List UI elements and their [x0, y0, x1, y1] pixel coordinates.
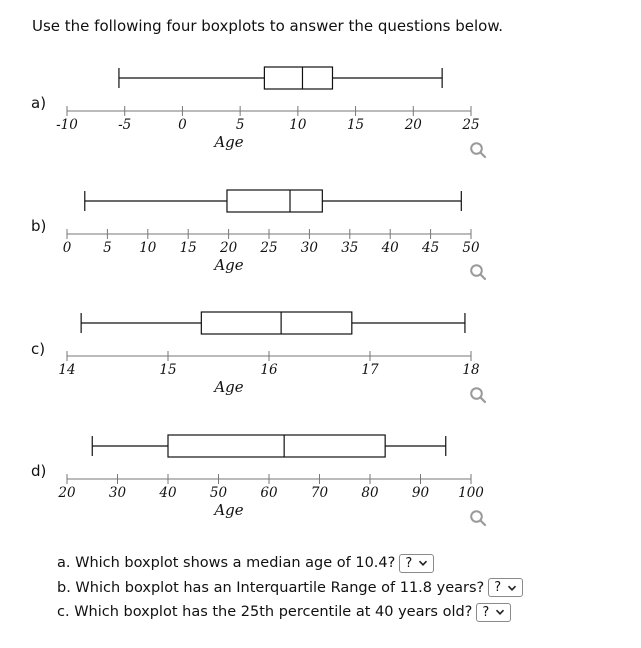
answer-dropdown-c[interactable]: [476, 603, 511, 622]
zoom-icon[interactable]: [469, 509, 487, 527]
boxplot-b: [0, 178, 641, 278]
x-tick-label: 90: [411, 485, 430, 501]
dropdown-value: ?: [405, 555, 413, 571]
question-text: b. Which boxplot has an Interquartile Range of 11.8 years?: [57, 579, 485, 596]
iqr-box: [227, 190, 322, 212]
question-a: [57, 551, 523, 576]
x-tick-label: 40: [381, 240, 399, 256]
x-tick-label: 45: [422, 240, 440, 256]
zoom-icon[interactable]: [469, 263, 487, 281]
x-axis-title: Age: [214, 256, 244, 274]
x-axis-title: Age: [214, 378, 244, 396]
answer-dropdown-a[interactable]: [399, 554, 434, 573]
chevron-down-icon: [507, 583, 517, 593]
x-tick-label: 30: [108, 485, 127, 501]
question-c: [57, 600, 523, 625]
question-text: a. Which boxplot shows a median age of 10.4?: [57, 555, 396, 572]
x-tick-label: 25: [260, 240, 278, 256]
x-tick-label: 5: [235, 117, 245, 133]
x-tick-label: 40: [159, 485, 177, 501]
iqr-box: [201, 312, 351, 334]
x-axis-title: Age: [214, 133, 244, 151]
instructions-text: Use the following four boxplots to answer the questions below.: [32, 17, 504, 35]
questions-list: [57, 551, 523, 625]
x-tick-label: 50: [462, 240, 480, 256]
x-tick-label: 17: [361, 362, 379, 378]
x-tick-label: 20: [404, 117, 422, 133]
x-tick-label: 10: [139, 240, 157, 256]
x-axis-title: Age: [214, 501, 244, 519]
plot-label-b: b): [31, 217, 47, 235]
x-tick-label: 14: [58, 362, 76, 378]
x-tick-label: 18: [462, 362, 480, 378]
boxplot-d: [0, 423, 641, 523]
boxplot-c: [0, 300, 641, 400]
plot-label-a: a): [31, 94, 47, 112]
x-tick-label: 0: [62, 240, 72, 256]
x-tick-label: 20: [220, 240, 238, 256]
x-tick-label: 5: [103, 240, 112, 256]
x-tick-label: 15: [346, 117, 365, 133]
iqr-box: [168, 435, 385, 457]
x-tick-label: 50: [209, 485, 228, 501]
zoom-icon[interactable]: [469, 386, 487, 404]
x-tick-label: 15: [159, 362, 177, 378]
plot-label-d: d): [31, 462, 47, 480]
x-tick-label: 60: [260, 485, 278, 501]
iqr-box: [264, 67, 332, 89]
x-tick-label: 80: [361, 485, 379, 501]
question-b: [57, 576, 523, 601]
zoom-icon[interactable]: [469, 141, 487, 159]
chevron-down-icon: [495, 607, 505, 617]
boxplot-a: [0, 55, 641, 155]
x-tick-label: 16: [260, 362, 278, 378]
plot-label-c: c): [31, 340, 46, 358]
question-text: c. Which boxplot has the 25th percentile at 40 years old?: [57, 604, 473, 621]
dropdown-value: ?: [482, 604, 490, 620]
x-tick-label: 15: [179, 240, 197, 256]
x-tick-label: -5: [118, 117, 132, 133]
x-tick-label: 70: [310, 485, 329, 501]
answer-dropdown-b[interactable]: [488, 578, 523, 597]
chevron-down-icon: [418, 558, 428, 568]
x-tick-label: -10: [56, 117, 78, 133]
x-tick-label: 100: [458, 485, 484, 501]
x-tick-label: 35: [341, 240, 359, 256]
dropdown-value: ?: [494, 580, 502, 596]
x-tick-label: 30: [300, 240, 318, 256]
x-tick-label: 10: [289, 117, 307, 133]
x-tick-label: 25: [462, 117, 480, 133]
x-tick-label: 20: [58, 485, 76, 501]
x-tick-label: 0: [178, 117, 187, 133]
